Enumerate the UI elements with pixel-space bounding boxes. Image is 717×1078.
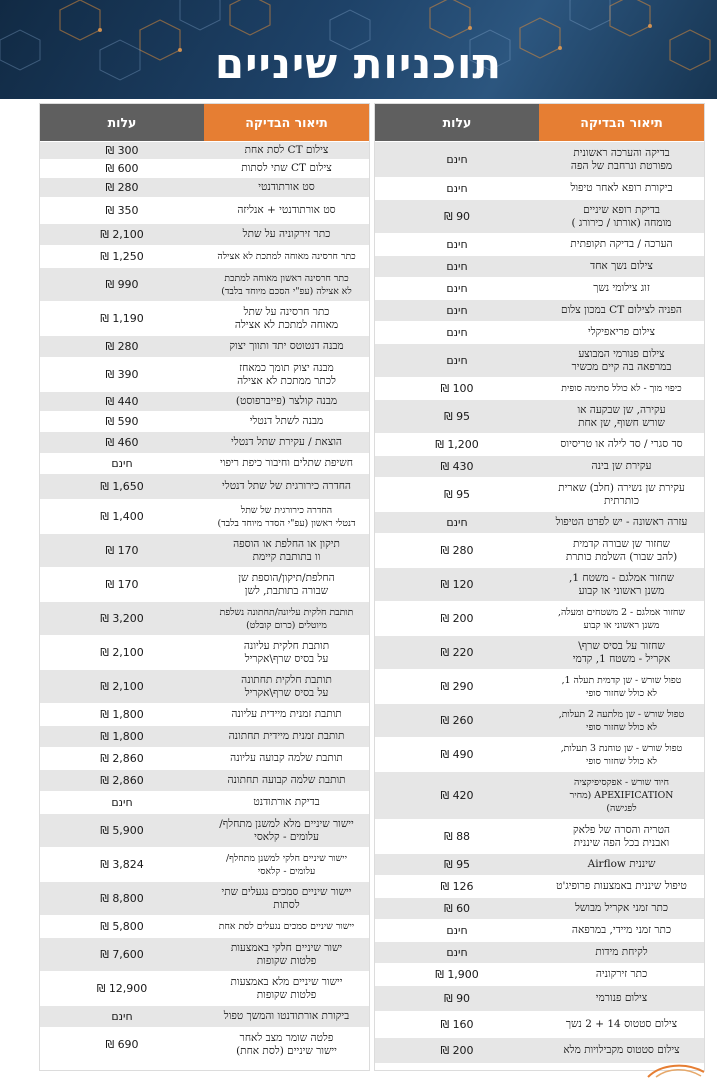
cost-cell: 3,200 ₪: [100, 612, 144, 625]
table-row: [375, 819, 704, 853]
table-row: [40, 357, 369, 391]
description-cell: הוצאת / עקירת שתל דנטלי: [231, 436, 342, 448]
cost-cell: 280 ₪: [440, 544, 474, 557]
description-cell: חיוד שורש - אפקסיפיקציה APEXIFICATION (מחיר לפגישה): [569, 777, 674, 814]
table-row: [375, 433, 704, 455]
description-cell: כתר זירקוניה: [595, 968, 648, 980]
table-row: [375, 455, 704, 477]
table-row: [375, 511, 704, 533]
cost-cell: חינם: [446, 282, 468, 295]
cost-cell: 260 ₪: [440, 714, 474, 727]
description-cell: ביקורת אורתודנטו והמשך טפול: [223, 1010, 350, 1022]
table-row: [40, 791, 369, 813]
cost-cell: 440 ₪: [105, 395, 139, 408]
cost-cell: 88 ₪: [443, 830, 471, 843]
cost-cell: 690 ₪: [105, 1038, 139, 1051]
description-cell: זוג צילומי נשך: [593, 282, 650, 294]
cost-cell: 460 ₪: [105, 436, 139, 449]
table-row: [40, 769, 369, 791]
description-cell: כתר חרסינה ראשון מאוחה למתכת לא אצילה (עפ"י הסכם מיוחד בלבד): [221, 272, 352, 297]
description-cell: הטריה והסרה של פלאק ואבנית בכל הפה שיננית: [573, 823, 670, 849]
table-row: [375, 737, 704, 771]
description-cell: טפול שורש - שן מלתעה 2 תעלות, לא כולל שחזור סופי: [558, 708, 685, 733]
description-cell: לקיחת מידות: [595, 946, 648, 958]
description-cell: צילום CT לסת אחת: [244, 144, 329, 156]
description-cell: צילום סטטוס 14 + 2 נשך: [565, 1018, 678, 1030]
cost-cell: 1,800 ₪: [100, 708, 144, 721]
description-cell: צילום סטטוס מקבילויות מלא: [563, 1044, 680, 1056]
cost-cell: 990 ₪: [105, 278, 139, 291]
cost-cell: 170 ₪: [105, 578, 139, 591]
cost-cell: 2,100 ₪: [100, 228, 144, 241]
table-row: [375, 919, 704, 941]
table-body: [40, 141, 369, 1061]
description-cell: שחזור אמלגם - 2 משטחים ומעלה, משנן ראשוני או קבוע: [557, 606, 686, 631]
table-row: [40, 669, 369, 703]
description-cell: צילום נשך אחד: [590, 260, 653, 272]
table-row: [375, 1037, 704, 1063]
cost-cell: 220 ₪: [440, 646, 474, 659]
table-row: [40, 937, 369, 971]
description-cell: מבנה יצוק תומך כמאחז לכתר ממתכת לא אצילה: [237, 361, 336, 387]
description-cell: תותבת חלקית עליונה על בסיס שרף\אקריל: [243, 639, 330, 665]
description-cell: עקירת שן בינה: [591, 460, 652, 472]
table-row: [40, 431, 369, 453]
logo-swirl-icon: [646, 1062, 706, 1078]
description-cell: צילום פריאפיקלי: [588, 326, 655, 338]
description-cell: סט אורתודנטי + אנליזה: [237, 204, 336, 216]
cost-cell: חינם: [446, 326, 468, 339]
cost-cell: 1,900 ₪: [435, 968, 479, 981]
table-row: [375, 377, 704, 399]
description-cell: מבנה לשתל דנטלי: [249, 415, 324, 427]
cost-cell: 100 ₪: [440, 382, 474, 395]
description-cell: בדיקת אורתודנט: [253, 796, 320, 808]
table-row: [40, 971, 369, 1005]
description-cell: הפניה לצילום CT במכון צלום: [561, 304, 682, 316]
cost-cell: 420 ₪: [440, 789, 474, 802]
cost-cell: 160 ₪: [440, 1018, 474, 1031]
cost-cell: 95 ₪: [443, 858, 471, 871]
cost-cell: חינם: [446, 946, 468, 959]
description-cell: החדרה כירורגית של שתל דנטלי: [222, 480, 351, 492]
cost-cell: 126 ₪: [440, 880, 474, 893]
table-row: [40, 141, 369, 159]
table-row: [40, 915, 369, 937]
price-table-right: [374, 103, 705, 1071]
cost-cell: 2,100 ₪: [100, 646, 144, 659]
table-row: [375, 255, 704, 277]
cost-cell: 2,100 ₪: [100, 680, 144, 693]
description-cell: תותבת חלקית תחתונה על בסיס שרף\אקריל: [241, 673, 332, 699]
cost-cell: 1,250 ₪: [100, 250, 144, 263]
cost-cell: 280 ₪: [105, 181, 139, 194]
description-cell: יישור שיניים מלא למשנן מתחלף/ עלומים - קלאסי: [219, 817, 354, 843]
cost-cell: 12,900 ₪: [96, 982, 148, 995]
table-row: [40, 635, 369, 669]
column-header-cost: עלות: [40, 104, 204, 141]
description-cell: החלפת/תיקון/הוספת שן שבורה בתותבת, לשן: [238, 571, 335, 597]
cost-cell: חינם: [446, 304, 468, 317]
cost-cell: 350 ₪: [105, 204, 139, 217]
table-row: [40, 411, 369, 431]
table-row: [375, 703, 704, 737]
table-row: [40, 601, 369, 635]
description-cell: כיפוי מוך - לא כולל סתימה סופית: [561, 383, 682, 394]
table-row: [375, 601, 704, 635]
table-row: [375, 669, 704, 703]
description-cell: צילום CT שתי לסתות: [241, 162, 332, 174]
table-row: [40, 245, 369, 267]
table-row: [375, 853, 704, 875]
description-cell: כתר חרסינה על שתל מאוחה למתכת לא אצילה: [234, 305, 339, 331]
description-cell: פלטה שומר מצב לאחר יישור שיניים (לסת אחת): [236, 1031, 337, 1057]
table-row: [40, 747, 369, 769]
price-table-left: [39, 103, 370, 1071]
cost-cell: חינם: [446, 260, 468, 273]
description-cell: יישור שיניים סמכים נגעלים שתי לסתות: [221, 885, 352, 911]
description-cell: בדיקה והערכה ראשונית מפורטת ונרחבת של הפה: [570, 146, 673, 172]
cost-cell: 1,400 ₪: [100, 510, 144, 523]
page-title: תוכניות שיניים: [214, 39, 503, 88]
cost-cell: 170 ₪: [105, 544, 139, 557]
table-row: [40, 197, 369, 223]
description-cell: טפול שורש - שן קדמית תעלה 1, לא כולל שחזור סופי: [561, 674, 682, 699]
description-cell: כתר זירקוניה על שתל: [242, 228, 331, 240]
cost-cell: 590 ₪: [105, 415, 139, 428]
description-cell: תותבת זמנית מיידית עליונה: [231, 708, 342, 720]
cost-cell: 390 ₪: [105, 368, 139, 381]
cost-cell: 1,200 ₪: [435, 438, 479, 451]
description-cell: ישור שיניים חלקי באמצעות פלטות שקופות: [230, 941, 343, 967]
description-cell: עזרה ראשונה - יש לפרט הטיפול: [555, 516, 688, 528]
table-row: [40, 1005, 369, 1027]
description-cell: שחזור אמלגם - משטח 1, משנן ראשוני או קבוע: [568, 571, 675, 597]
description-cell: שחזור שן שבורה קדמית (להב שבור) השלמת כותרת: [565, 537, 678, 563]
description-cell: שחזור על בסיס שרף\ אקריל - משטח 1, קדמי: [572, 639, 671, 665]
cost-cell: 600 ₪: [105, 162, 139, 175]
table-body: [375, 141, 704, 1063]
table-row: [375, 963, 704, 985]
description-cell: תיקון או החלפת או הוספה וו בתותבת קיימת: [233, 537, 340, 563]
description-cell: הערכה / בדיקה תקופתית: [570, 238, 673, 250]
cost-cell: 95 ₪: [443, 410, 471, 423]
cost-cell: חינם: [446, 238, 468, 251]
table-row: [40, 223, 369, 245]
description-cell: חשיפת שתלים וחיבור כיפת ריפוי: [220, 457, 353, 469]
cost-cell: 95 ₪: [443, 488, 471, 501]
cost-cell: חינם: [446, 516, 468, 529]
description-cell: עקירת שן נשירה (חלב) שארית כותרתית: [558, 481, 685, 507]
cost-cell: 5,800 ₪: [100, 920, 144, 933]
table-row: [40, 533, 369, 567]
cost-cell: 280 ₪: [105, 340, 139, 353]
table-row: [375, 399, 704, 433]
cost-cell: 3,824 ₪: [100, 858, 144, 871]
description-cell: תותבת שלמה קבועה תחתונה: [227, 774, 346, 786]
table-row: [40, 391, 369, 411]
cost-cell: 120 ₪: [440, 578, 474, 591]
description-cell: סד סגרי / סד לילה או טריסיוס: [560, 438, 683, 450]
description-cell: בדיקת רופא שיניים מומחה (אורתו / כירורג ): [571, 203, 672, 229]
table-row: [40, 1027, 369, 1061]
cost-cell: 300 ₪: [105, 144, 139, 157]
cost-cell: 2,860 ₪: [100, 774, 144, 787]
cost-cell: חינם: [111, 457, 133, 470]
cost-cell: 8,800 ₪: [100, 892, 144, 905]
description-cell: יישור שיניים מלא באמצעות פלטות שקופות: [230, 975, 343, 1001]
cost-cell: חינם: [446, 924, 468, 937]
table-row: [375, 141, 704, 177]
description-cell: מבנה דנטוטס יתד ותווך יצוק: [229, 340, 344, 352]
table-row: [40, 473, 369, 499]
table-row: [375, 233, 704, 255]
description-cell: יישור שיניים סמכים נגעלים לסת אחת: [218, 921, 355, 932]
table-row: [375, 635, 704, 669]
table-row: [375, 533, 704, 567]
description-cell: החדרה כירורגית של שתל דנטלי ראשון (עפ"י הסדר מיוחד בלבד): [217, 504, 356, 529]
table-row: [375, 1011, 704, 1037]
table-row: [375, 985, 704, 1011]
header-banner: [0, 0, 717, 99]
table-row: [375, 567, 704, 601]
description-cell: עקירה, שן שבקעה או שורש חשוף, שן אחת: [577, 403, 666, 429]
description-cell: כתר חרסינה מאוחה למתכת לא אצילה: [217, 251, 356, 262]
table-row: [375, 897, 704, 919]
column-header-description: תיאור הבדיקה: [204, 104, 369, 141]
description-cell: כתר זמני מיידי, במרפאה: [571, 924, 672, 936]
description-cell: צילום פנורמי: [595, 992, 648, 1004]
cost-cell: 490 ₪: [440, 748, 474, 761]
table-row: [40, 567, 369, 601]
description-cell: טפול שורש - שן טוחנת 3 תעלות, לא כולל שחזור סופי: [560, 742, 683, 767]
description-cell: יישור שיניים חלקי למשנן מתחלף/ עלומים - קלאסי: [225, 852, 348, 877]
table-row: [375, 299, 704, 321]
table-row: [40, 703, 369, 725]
cost-cell: חינם: [111, 1010, 133, 1023]
cost-cell: 200 ₪: [440, 1044, 474, 1057]
table-row: [375, 941, 704, 963]
table-row: [375, 199, 704, 233]
table-row: [375, 343, 704, 377]
cost-cell: חינם: [111, 796, 133, 809]
description-cell: ביקורת רופא לאחר טיפול: [570, 182, 673, 194]
table-header: [40, 104, 369, 141]
cost-cell: 2,860 ₪: [100, 752, 144, 765]
column-header-description: תיאור הבדיקה: [539, 104, 704, 141]
description-cell: סט אורתודנטי: [258, 181, 315, 193]
cost-cell: 290 ₪: [440, 680, 474, 693]
table-row: [40, 335, 369, 357]
description-cell: שיננית Airflow: [587, 858, 656, 870]
table-row: [40, 301, 369, 335]
cost-cell: חינם: [446, 354, 468, 367]
table-row: [40, 813, 369, 847]
table-row: [40, 177, 369, 197]
table-row: [375, 477, 704, 511]
cost-cell: 1,650 ₪: [100, 480, 144, 493]
table-row: [375, 321, 704, 343]
cost-cell: 90 ₪: [443, 210, 471, 223]
table-row: [375, 771, 704, 819]
column-header-cost: עלות: [375, 104, 539, 141]
table-row: [40, 847, 369, 881]
table-row: [375, 177, 704, 199]
table-row: [40, 453, 369, 473]
cost-cell: 200 ₪: [440, 612, 474, 625]
cost-cell: חינם: [446, 153, 468, 166]
cost-cell: 7,600 ₪: [100, 948, 144, 961]
description-cell: תותבת זמנית מיידית תחתונה: [228, 730, 345, 742]
table-row: [40, 267, 369, 301]
description-cell: כתר זמני אקריל מבושל: [574, 902, 669, 914]
description-cell: צילום פנורמי המבוצע במרפאה בה קיים מכשיר: [571, 347, 672, 373]
table-header: [375, 104, 704, 141]
cost-cell: 5,900 ₪: [100, 824, 144, 837]
cost-cell: 1,190 ₪: [100, 312, 144, 325]
cost-cell: 1,800 ₪: [100, 730, 144, 743]
description-cell: טיפול שיננית באמצעות פרופיג'ט: [556, 880, 687, 892]
table-row: [40, 499, 369, 533]
table-row: [40, 725, 369, 747]
table-row: [375, 875, 704, 897]
description-cell: מבנה קולצר (פייברפוסט): [235, 395, 338, 407]
description-cell: תותבת חלקית עליונה/תחתונה נשלפת מיוטלים (כרום קובלט): [219, 606, 354, 631]
cost-cell: חינם: [446, 182, 468, 195]
table-row: [375, 277, 704, 299]
cost-cell: 60 ₪: [443, 902, 471, 915]
table-row: [40, 881, 369, 915]
cost-cell: 430 ₪: [440, 460, 474, 473]
table-row: [40, 159, 369, 177]
cost-cell: 90 ₪: [443, 992, 471, 1005]
description-cell: תותבת שלמה קבועה עליונה: [230, 752, 343, 764]
